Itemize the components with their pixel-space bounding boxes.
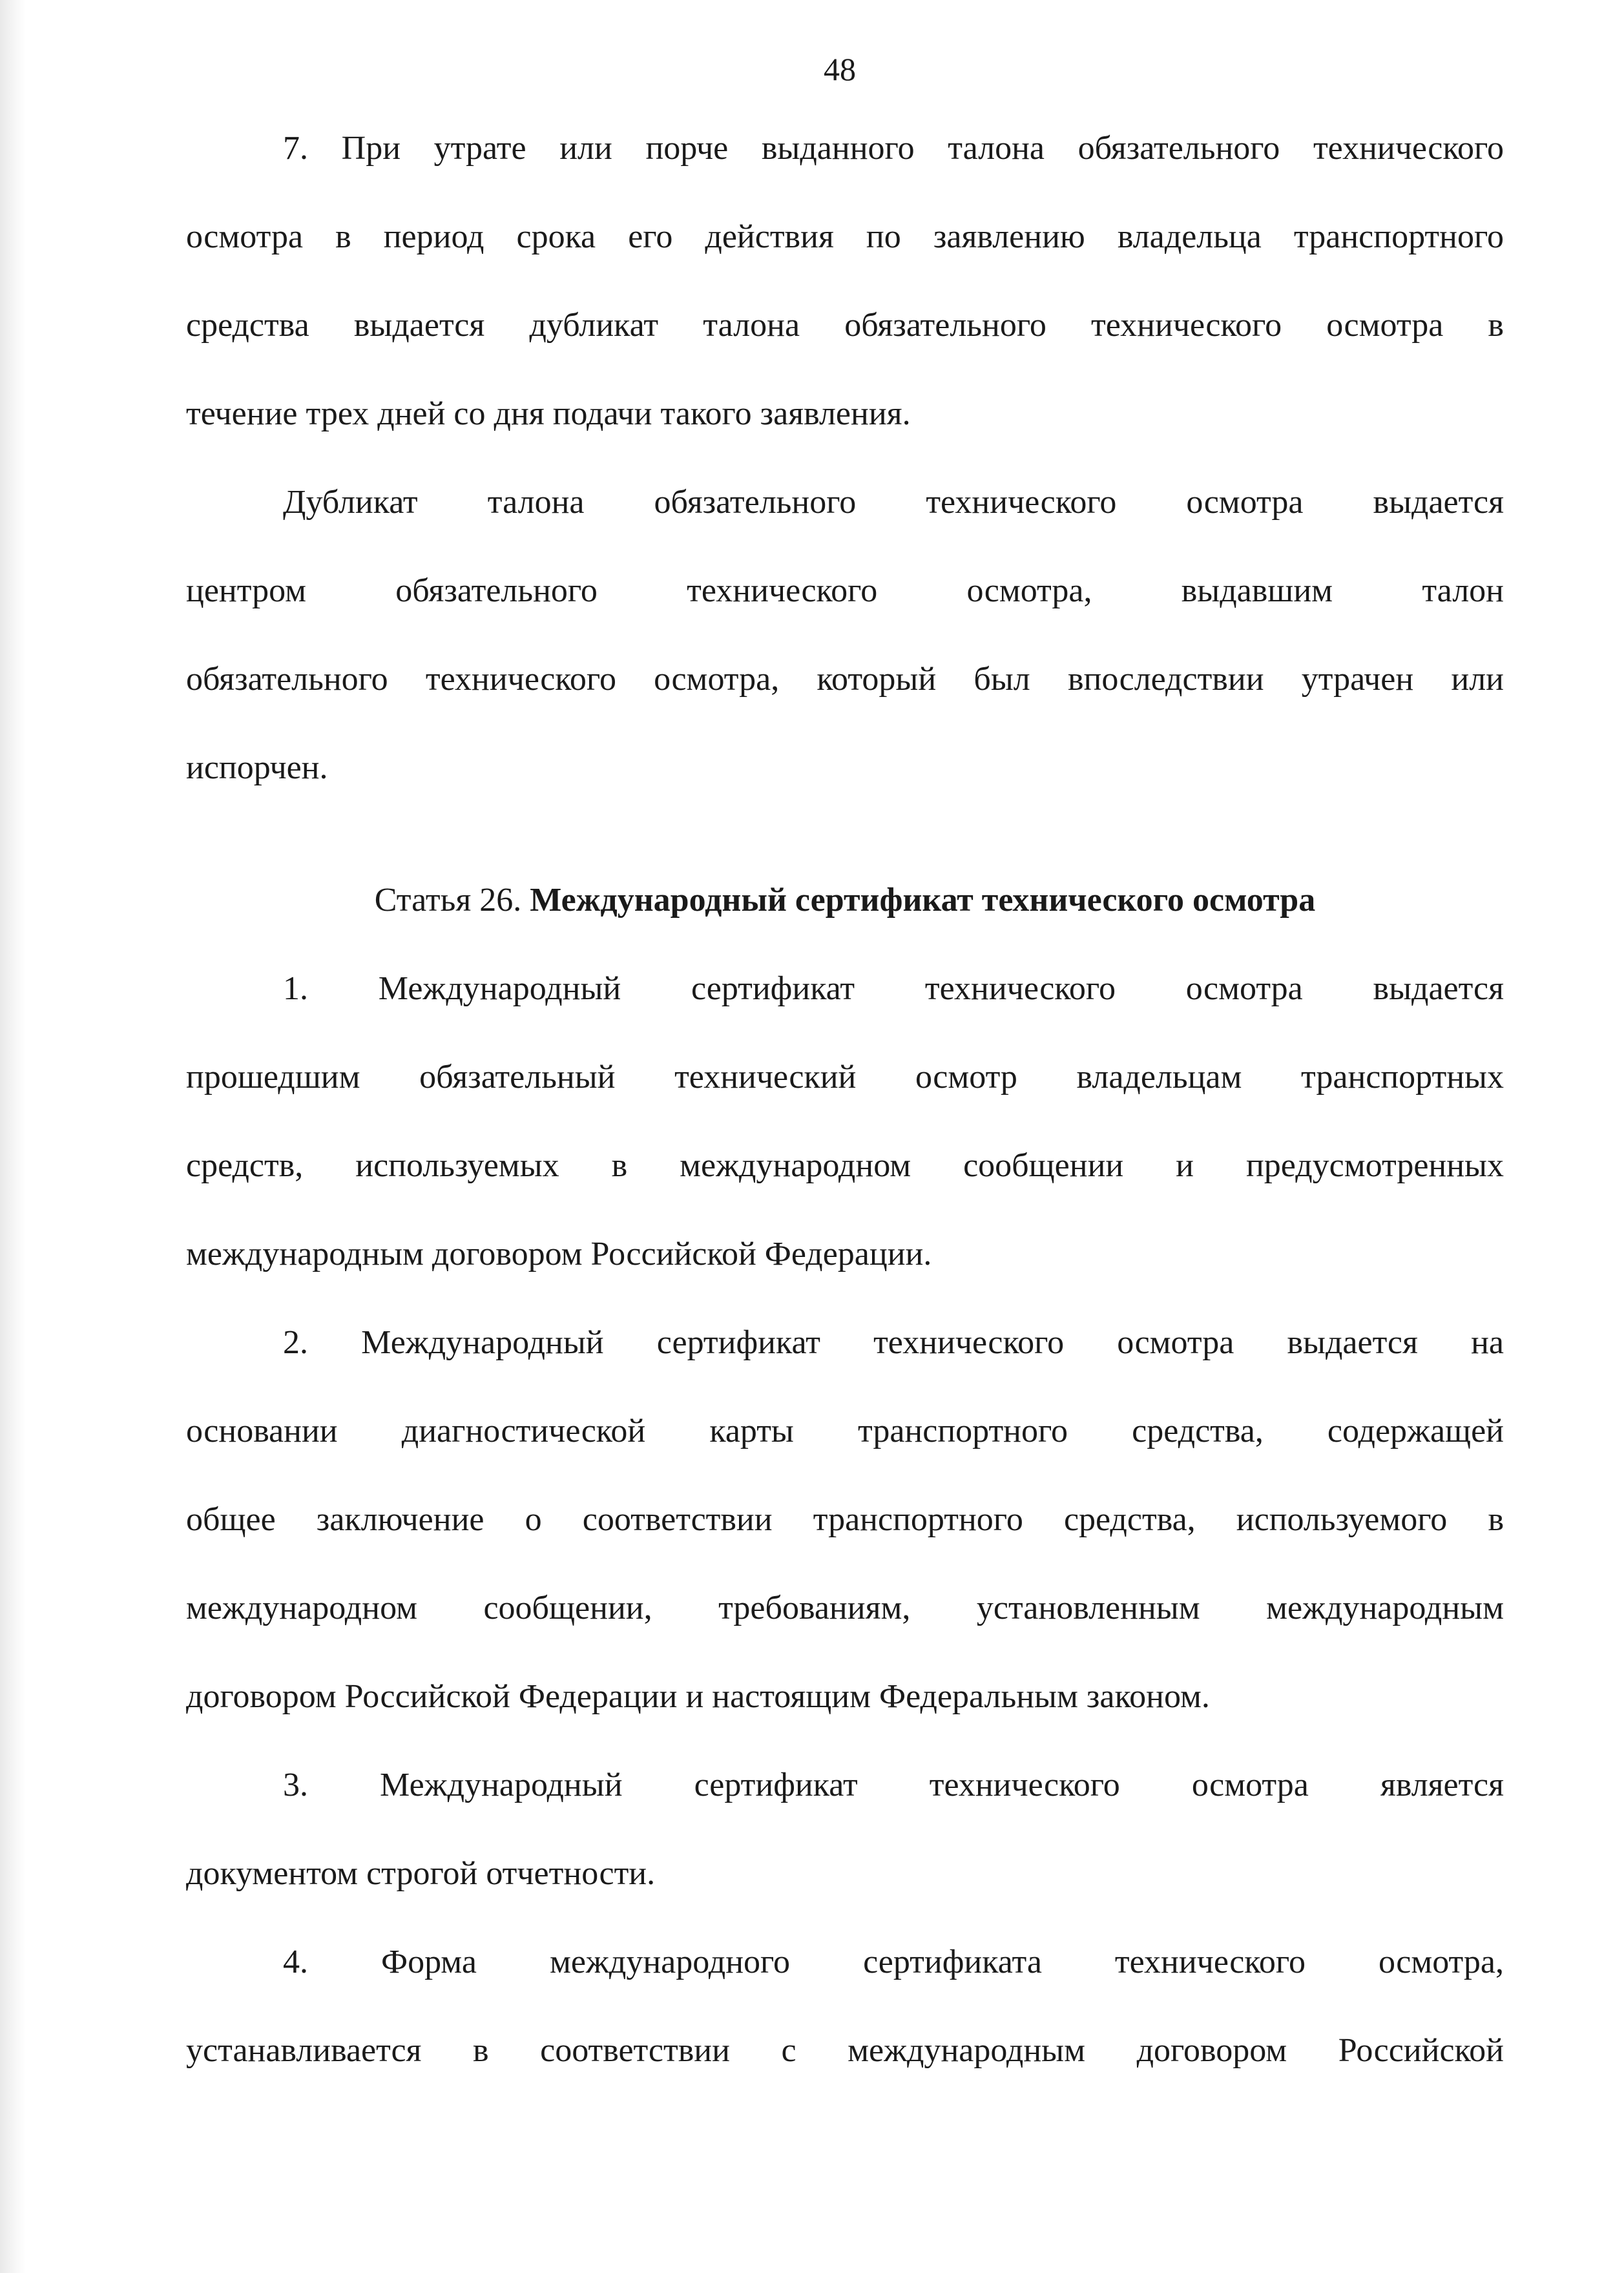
paragraph (186, 123, 1504, 477)
text-line: средства выдается дубликат талона обязательного технического осмотра в (186, 307, 1504, 344)
text-line: основании диагностической карты транспортного средства, содержащей (186, 1413, 1504, 1449)
text-line: общее заключение о соответствии транспортного средства, используемого в (186, 1501, 1504, 1538)
article-heading (186, 875, 1504, 963)
paragraph (186, 963, 1504, 1317)
text-line: международном сообщении, требованиям, установленным международным (186, 1590, 1504, 1626)
text-line: центром обязательного технического осмотра, выдавшим талон (186, 572, 1504, 609)
text-line: прошедшим обязательный технический осмотр владельцам транспортных (186, 1059, 1504, 1095)
text-line: документом строгой отчетности. (186, 1855, 656, 1892)
paragraph (186, 1936, 1504, 2113)
text-line: 3. Международный сертификат технического осмотра является (283, 1767, 1504, 1803)
text-line: 7. При утрате или порче выданного талона обязательного технического (283, 130, 1504, 167)
paragraph (186, 1317, 1504, 1759)
article-title: Международный сертификат технического осмотра (530, 882, 1316, 919)
article-number: Статья 26. (374, 882, 530, 919)
text-line: испорчен. (186, 749, 328, 786)
text-line: договором Российской Федерации и настоящим Федеральным законом. (186, 1678, 1210, 1715)
page-number: 48 (824, 51, 856, 87)
text-line: 1. Международный сертификат технического осмотра выдается (283, 970, 1504, 1007)
paragraph (186, 1759, 1504, 1936)
text-line: средств, используемых в международном сообщении и предусмотренных (186, 1147, 1504, 1184)
text-line: обязательного технического осмотра, который был впоследствии утрачен или (186, 661, 1504, 698)
text-line: течение трех дней со дня подачи такого заявления. (186, 395, 911, 432)
text-line: международным договором Российской Федерации. (186, 1236, 932, 1272)
text-line: 2. Международный сертификат технического осмотра выдается на (283, 1324, 1504, 1361)
text-line: устанавливается в соответствии с международным договором Российской (186, 2032, 1504, 2069)
text-line: осмотра в период срока его действия по заявлению владельца транспортного (186, 218, 1504, 255)
text-line: Дубликат талона обязательного технического осмотра выдается (283, 484, 1504, 521)
text-line: 4. Форма международного сертификата технического осмотра, (283, 1944, 1504, 1980)
document-body (186, 123, 1504, 2113)
scan-edge (0, 0, 26, 2273)
paragraph (186, 477, 1504, 831)
